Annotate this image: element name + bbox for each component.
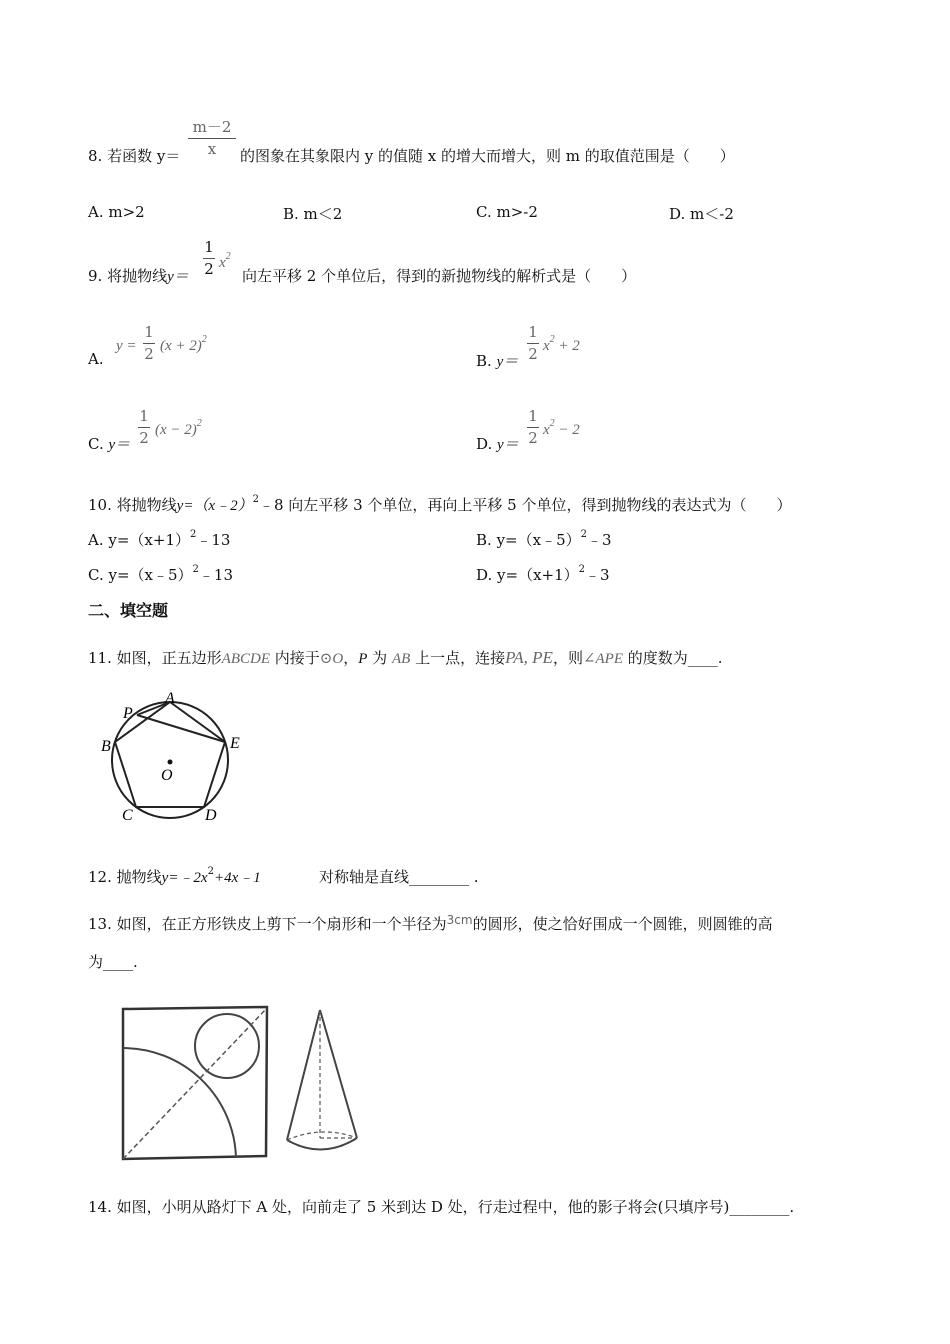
q9-option-b-frac: [527, 325, 539, 362]
math: AB: [391, 651, 411, 667]
q12-number: 12.: [88, 868, 112, 886]
frac-num: 1: [528, 407, 538, 425]
q8-frac-num: m－2: [192, 118, 232, 136]
frac-den: 2: [144, 345, 154, 363]
label: B.: [476, 531, 492, 549]
q11-figure: [95, 685, 265, 830]
q9-option-d: [476, 433, 519, 454]
q10-text-a: 将抛物线: [116, 496, 177, 514]
q9-x: x: [219, 255, 226, 271]
q9-line: [88, 265, 189, 286]
q9-option-c-rhs: [155, 418, 202, 439]
body: y=（x﹣5）: [108, 566, 193, 584]
q8-number: 8.: [88, 147, 103, 165]
label-a: A: [165, 690, 175, 707]
frac-den: 2: [528, 345, 538, 363]
tail: ﹣13: [198, 566, 234, 584]
cone-base-back: [287, 1132, 357, 1140]
q8-option-b: B. m＜2: [283, 205, 343, 223]
q9-option-c: [88, 433, 130, 454]
q8-option-d: D. m＜-2: [669, 205, 734, 223]
label-c: C: [122, 807, 133, 824]
q14-line: [88, 1196, 794, 1217]
body: y=（x+1）: [497, 566, 579, 584]
q13-figure: [115, 1000, 375, 1170]
fraction-bar: [527, 427, 539, 428]
exp: 2: [549, 418, 555, 429]
q8-line: [88, 145, 180, 166]
frac-den: 2: [139, 429, 149, 447]
label-b: B: [101, 738, 111, 755]
q9-suffix: 向左平移 2 个单位后，得到的新抛物线的解析式是（ ）: [242, 267, 637, 285]
formula: +4x﹣1: [213, 870, 261, 886]
fraction-bar: [143, 343, 155, 344]
exp: 2: [192, 564, 199, 575]
label: B.: [476, 352, 492, 370]
q9-option-c-frac: [138, 409, 150, 446]
t: ，: [343, 649, 359, 667]
math: ABCDE: [221, 651, 270, 667]
q8-fraction: [188, 120, 236, 157]
q9-exp: 2: [225, 251, 231, 262]
q8-option-c: C. m>-2: [476, 203, 538, 221]
t: 如图，在正方形铁皮上剪下一个扇形和一个半径为: [116, 915, 447, 933]
tail: − 2: [558, 422, 580, 438]
q9-option-a-rhs: [160, 334, 207, 355]
q9-option-d-frac: [527, 409, 539, 446]
q12-line: [88, 866, 261, 887]
section-heading: 二、填空题: [88, 601, 169, 620]
t: 为: [372, 649, 388, 667]
label: D.: [476, 435, 493, 453]
t: 上一点，连接: [415, 649, 506, 667]
rhs: x: [543, 338, 550, 354]
tail: ﹣3: [587, 531, 612, 549]
t: 的度数为____.: [627, 649, 723, 667]
label-p: P: [123, 705, 133, 722]
exp: 2: [549, 334, 555, 345]
label: C.: [88, 566, 104, 584]
body: y=（x+1）: [108, 531, 191, 549]
label: D.: [476, 566, 493, 584]
cone-right-edge: [320, 1010, 357, 1138]
q13-number: 13.: [88, 915, 112, 933]
q10-option-c: [88, 564, 233, 585]
rhs: x: [543, 422, 550, 438]
label-e: E: [230, 735, 240, 752]
diagonal: [123, 1008, 267, 1159]
q10-number: 10.: [88, 496, 112, 514]
q9-frac-den: 2: [204, 260, 214, 278]
q9-option-b: [476, 350, 518, 371]
exp: 2: [578, 564, 586, 575]
math: PA, PE: [505, 648, 553, 667]
math: P: [358, 651, 368, 667]
cone-base-front: [287, 1138, 357, 1150]
fraction-bar: [527, 343, 539, 344]
frac-num: 1: [139, 407, 149, 425]
exp: 2: [207, 866, 214, 877]
q10-line: [88, 494, 791, 515]
q9-frac-num: 1: [204, 238, 214, 256]
q10-option-d: [476, 564, 610, 585]
tail: ﹣13: [196, 531, 231, 549]
formula: y=﹣2x: [161, 870, 208, 886]
label: C.: [88, 435, 104, 453]
rhs: (x − 2): [155, 422, 197, 438]
center-dot: [168, 760, 173, 765]
fraction-bar: [203, 258, 215, 259]
q11-line: [88, 647, 723, 668]
tail: ﹣3: [585, 566, 610, 584]
q9-x-squared: [219, 251, 231, 272]
body: y=（x﹣5）: [496, 531, 581, 549]
q10-option-b: [476, 529, 612, 550]
unit: 3cm: [446, 913, 473, 927]
frac-num: 1: [144, 323, 154, 341]
t: 抛物线: [116, 868, 162, 886]
small-circle: [195, 1014, 259, 1078]
math: ∠APE: [582, 651, 624, 667]
q13-line-2: 为____.: [88, 953, 138, 971]
exp: 2: [201, 334, 207, 345]
q10-text-c: ﹣8 向左平移 3 个单位，再向上平移 5 个单位，得到抛物线的表达式为（ ）: [258, 496, 792, 514]
q12-tail: 对称轴是直线________ .: [319, 868, 479, 886]
lhs: y＝: [108, 437, 131, 453]
label-o: O: [161, 767, 173, 784]
lhs: y＝: [497, 437, 519, 453]
q9-option-a-frac: [143, 325, 155, 362]
q9-option-d-rhs: [543, 418, 580, 439]
q8-prefix: 若函数 y＝: [107, 147, 181, 165]
fraction-bar: [188, 138, 236, 139]
q13-line-1: [88, 913, 773, 934]
t: ，则: [552, 649, 583, 667]
rhs: (x + 2): [160, 338, 202, 354]
q8-suffix: 的图象在其象限内 y 的值随 x 的增大而增大，则 m 的取值范围是（ ）: [240, 147, 735, 165]
math: ⊙O: [319, 651, 344, 667]
exp: 2: [196, 418, 202, 429]
q10-exp: 2: [252, 494, 259, 505]
q10-formula: y=（x﹣2）: [176, 498, 253, 514]
fraction-bar: [138, 427, 150, 428]
q8-frac-den: x: [207, 140, 217, 158]
label-d: D: [205, 807, 217, 824]
q9-option-a-lhs: y =: [116, 338, 137, 354]
q10-option-a: [88, 529, 230, 550]
frac-num: 1: [528, 323, 538, 341]
q9-fraction: [203, 240, 215, 277]
cone-left-edge: [287, 1010, 320, 1140]
q9-prefix: 将抛物线: [107, 267, 168, 285]
t: 内接于: [274, 649, 320, 667]
lhs: y＝: [496, 354, 519, 370]
frac-den: 2: [528, 429, 538, 447]
q8-option-a: A. m>2: [88, 203, 145, 221]
t: 如图，正五边形: [116, 649, 222, 667]
label: A.: [88, 531, 104, 549]
q9-number: 9.: [88, 267, 103, 285]
exp: 2: [580, 529, 587, 540]
t: 的圆形，使之恰好围成一个圆锥，则圆锥的高: [472, 915, 773, 933]
q14-text: 如图，小明从路灯下 A 处，向前走了 5 米到达 D 处，行走过程中，他的影子将会(只填序号)________.: [116, 1198, 795, 1216]
q9-option-a-label: A.: [88, 350, 104, 368]
q11-number: 11.: [88, 649, 112, 667]
tail: + 2: [558, 338, 580, 354]
q9-option-b-rhs: [543, 334, 580, 355]
q14-number: 14.: [88, 1198, 112, 1216]
q9-y-eq: y＝: [167, 269, 189, 285]
exp: 2: [190, 529, 197, 540]
